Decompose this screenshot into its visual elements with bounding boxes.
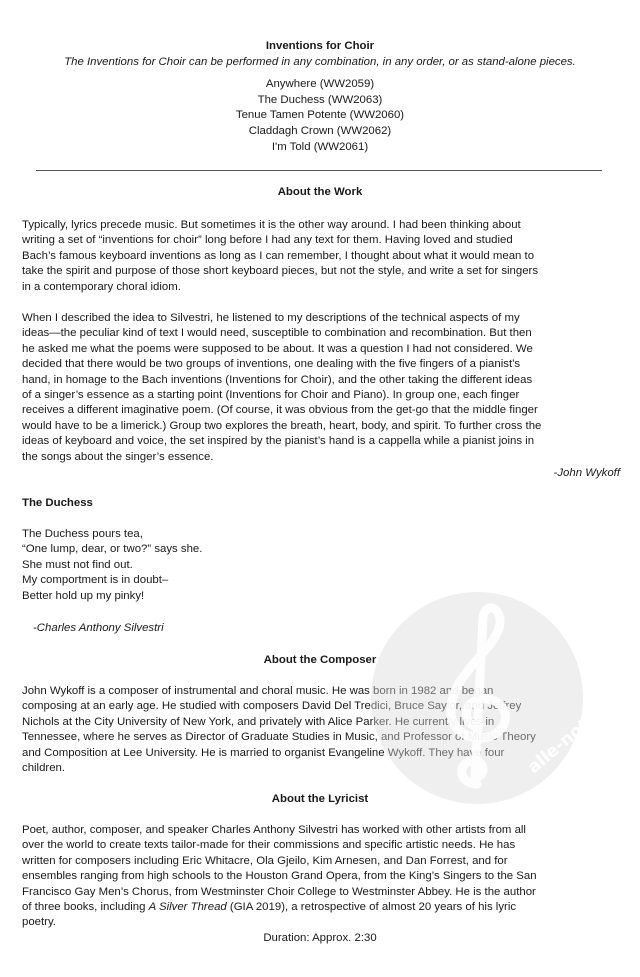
text-line: Poet, author, composer, and speaker Charles Anthony Silvestri has worked with other artists from all xyxy=(22,824,526,836)
about-lyricist-heading: About the Lyricist xyxy=(271,793,369,805)
text-line: receives a different imaginative poem. (Of course, it was obvious from the get-go that the middle finger xyxy=(22,404,538,417)
poem-line: “One lump, dear, or two?” says she. xyxy=(22,543,203,556)
about-work-paragraph-2 xyxy=(22,311,622,465)
text-line: he asked me what the poems were supposed to be about. It was a question I had not considered. We xyxy=(22,342,533,355)
poem-line: The Duchess pours tea, xyxy=(22,528,143,540)
works-list xyxy=(22,77,618,156)
text-line: John Wykoff is a composer of instrumental and choral music. He was born in 1982 and began xyxy=(22,685,494,697)
text-line: Bach’s famous keyboard inventions as long as I can remember, I thought about what it would mean to xyxy=(22,249,535,262)
document-title: Inventions for Choir xyxy=(265,40,375,52)
duration-text: Duration: Approx. 2:30 xyxy=(263,932,377,944)
text-line: over the world to create texts tailor-made for their commissions and specific artistic needs. He has xyxy=(22,839,516,852)
about-composer-heading: About the Composer xyxy=(263,654,377,666)
text-line: writing a set of “inventions for choir” long before I had any text for them. Having loved and studied xyxy=(22,234,513,247)
text-line: decided that there would be two groups of inventions, one dealing with the five fingers of a pianist’s xyxy=(22,358,521,371)
text-line xyxy=(22,900,622,915)
text-line: Tennessee, where he serves as Director of Graduate Studies in Music, and Professor of Music Theory xyxy=(22,731,536,744)
composer-signature: -John Wykoff xyxy=(553,467,620,479)
text-line: children. xyxy=(22,762,66,775)
lyricist-signature: -Charles Anthony Silvestri xyxy=(33,622,164,634)
horizontal-divider xyxy=(36,170,602,171)
text-fragment: (GIA 2019), a retrospective of almost 20 years of his lyric xyxy=(226,901,517,914)
text-line: take the spirit and purpose of those short keyboard pieces, but not the style, and write a set for singers xyxy=(22,265,539,278)
about-lyricist-paragraph xyxy=(22,823,622,931)
text-line: poetry. xyxy=(22,916,56,929)
text-line: in a contemporary choral idiom. xyxy=(22,280,181,293)
text-line: ideas of keyboard and voice, the set inspired by the pianist’s hand is a cappella while a pianist joins in xyxy=(22,435,535,448)
text-line: Francisco Gay Men’s Chorus, from Westminster Choir College to Westminster Abbey. He is the author xyxy=(22,885,536,898)
text-line: the songs about the singer’s essence. xyxy=(22,450,214,463)
work-item: Tenue Tamen Potente (WW2060) xyxy=(235,109,405,122)
text-line: hand, in homage to the Bach inventions (Inventions for Choir), and the other taking the different ideas xyxy=(22,373,533,386)
work-item: Anywhere (WW2059) xyxy=(265,78,375,90)
text-line: ensembles ranging from high schools to the Houston Grand Opera, from the King’s Singers to the San xyxy=(22,870,537,883)
duchess-heading: The Duchess xyxy=(22,497,93,509)
text-line: Typically, lyrics precede music. But sometimes it is the other way around. I had been thinking about xyxy=(22,219,521,231)
book-title: A Silver Thread xyxy=(148,901,227,914)
work-item: The Duchess (WW2063) xyxy=(257,93,383,106)
duchess-poem xyxy=(22,527,202,604)
subtitle-lead: The Inventions for Choir xyxy=(64,56,186,68)
text-line: When I described the idea to Silvestri, he listened to my descriptions of the technical aspects of my xyxy=(22,312,520,324)
watermark-logo xyxy=(367,588,635,808)
about-work-heading: About the Work xyxy=(277,186,363,198)
subtitle-rest: can be performed in any combination, in any order, or as stand-alone pieces. xyxy=(185,56,576,68)
text-line: written for composers including Eric Whitacre, Ola Gjeilo, Kim Arnesen, and Dan Forrest, and for xyxy=(22,854,508,867)
about-work-paragraph-1 xyxy=(22,218,622,295)
poem-line: She must not find out. xyxy=(22,558,133,571)
text-line: and Composition at Lee University. He is married to organist Evangeline Wykoff. They have four xyxy=(22,746,505,759)
watermark-text: alle-noten.de xyxy=(523,680,635,778)
text-line: composing at an early age. He studied with composers David Del Tredici, Bruce Saylor, and Jeffrey xyxy=(22,700,522,713)
text-line: Nichols at the City University of New York, and privately with Alice Parker. He currently lives in xyxy=(22,715,495,728)
poem-line: Better hold up my pinky! xyxy=(22,589,145,602)
work-item: Claddagh Crown (WW2062) xyxy=(248,125,392,138)
text-line: would have to be a limerick.) Group two explores the breath, heart, body, and spirit. To further cross the xyxy=(22,419,542,432)
work-item: I'm Told (WW2061) xyxy=(271,140,369,153)
text-fragment: of three books, including xyxy=(22,901,149,914)
text-line: ideas—the peculiar kind of text I would need, susceptible to combination and recombination. But then xyxy=(22,327,532,340)
document-subtitle xyxy=(16,55,624,70)
text-line: of a singer’s essence as a starting point (Inventions for Choir and Piano). In group one, each finger xyxy=(22,389,520,402)
poem-line: My comportment is in doubt– xyxy=(22,574,169,587)
